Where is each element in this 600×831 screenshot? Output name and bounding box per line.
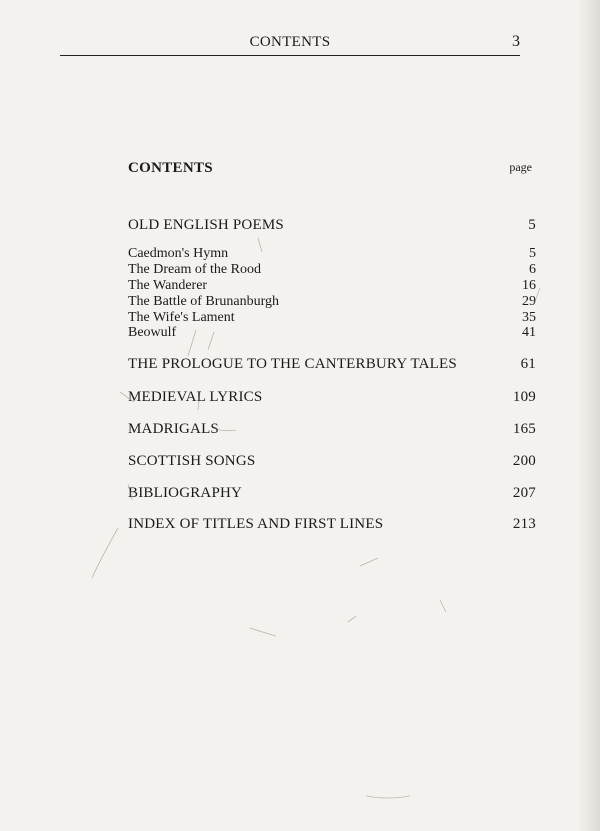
toc-entry-page: 200 (512, 453, 536, 469)
toc-entry-title: MADRIGALS (128, 421, 219, 437)
toc-subentry-title: The Wanderer (128, 278, 208, 293)
toc-subentry-title: Beowulf (128, 325, 177, 340)
toc-subentry-page: 35 (522, 310, 536, 325)
page-number: 3 (512, 33, 520, 50)
toc-entry-page: 5 (528, 217, 536, 233)
toc-entry-page: 109 (512, 389, 536, 405)
toc-entry-title: INDEX OF TITLES AND FIRST LINES (128, 516, 384, 532)
toc-entry-title: BIBLIOGRAPHY (128, 485, 243, 501)
page-column-label: page (509, 160, 532, 174)
toc-heading: CONTENTS (128, 160, 213, 176)
toc-entry-title: SCOTTISH SONGS (128, 453, 256, 469)
toc-subentry-page: 29 (522, 294, 536, 309)
toc-subentry-page: 16 (522, 278, 536, 293)
toc-entry-page: 165 (512, 421, 536, 437)
toc-entry-title: THE PROLOGUE TO THE CANTERBURY TALES (128, 356, 457, 372)
toc-entry-title: MEDIEVAL LYRICS (128, 389, 263, 405)
toc-subentry-title: Caedmon's Hymn (128, 246, 229, 261)
toc-subentry-page: 5 (529, 246, 536, 261)
toc-entry-page: 213 (512, 516, 536, 532)
toc-subentry-title: The Dream of the Rood (128, 262, 261, 277)
toc-subentry-title: The Battle of Brunanburgh (128, 294, 279, 309)
running-title: CONTENTS (249, 34, 331, 50)
toc-entry-page: 207 (512, 485, 536, 501)
toc-subentry-page: 6 (529, 262, 536, 277)
toc-subentry-title: The Wife's Lament (128, 310, 235, 325)
toc-entry-page: 61 (520, 356, 536, 372)
toc-entry-title: OLD ENGLISH POEMS (128, 217, 284, 233)
toc-subentry-page: 41 (522, 325, 536, 340)
